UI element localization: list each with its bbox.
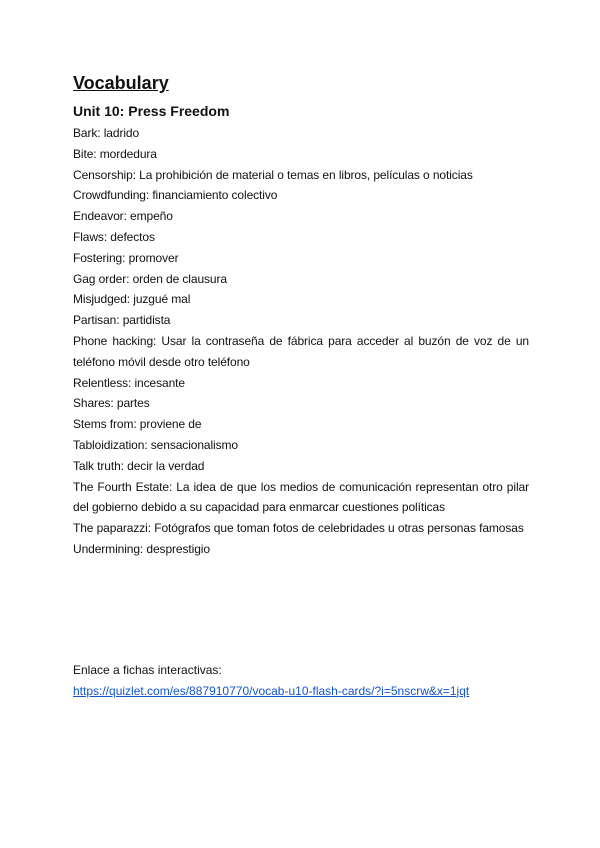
vocab-entry: Gag order: orden de clausura	[73, 271, 227, 286]
vocab-entry: Phone hacking: Usar la contraseña de fábrica para acceder al buzón de voz de un teléfono móvil desde otro teléfono	[73, 333, 529, 369]
vocab-entry: Partisan: partidista	[73, 313, 171, 328]
vocab-entry: Endeavor: empeño	[73, 209, 173, 224]
vocab-entry: Bite: mordedura	[73, 146, 157, 161]
vocabulary-list	[73, 123, 529, 560]
document-page	[73, 70, 529, 701]
page-title: Vocabulary	[73, 73, 169, 93]
vocab-entry: Crowdfunding: financiamiento colectivo	[73, 188, 278, 203]
vocab-entry: Shares: partes	[73, 396, 150, 411]
flashcards-link[interactable]: https://quizlet.com/es/887910770/vocab-u10-flash-cards/?i=5nscrw&x=1jqt	[73, 683, 470, 698]
vocab-entry: The Fourth Estate: La idea de que los medios de comunicación representan otro pilar del gobierno debido a su capacidad para enmarcar cuestiones políticas	[73, 479, 529, 515]
vocab-entry: Misjudged: juzgué mal	[73, 292, 191, 307]
vocab-entry: Fostering: promover	[73, 250, 179, 265]
vocab-entry: Relentless: incesante	[73, 375, 185, 390]
vocab-entry: Flaws: defectos	[73, 229, 155, 244]
blank-space	[73, 560, 529, 660]
vocab-entry: Bark: ladrido	[73, 126, 140, 140]
unit-heading: Unit 10: Press Freedom	[73, 103, 230, 119]
vocab-entry: The paparazzi: Fotógrafos que toman fotos de celebridades u otras personas famosas	[73, 521, 524, 536]
vocab-entry: Undermining: desprestigio	[73, 541, 210, 556]
vocab-entry: Tabloidization: sensacionalismo	[73, 437, 238, 452]
vocab-entry: Talk truth: decir la verdad	[73, 458, 205, 473]
vocab-entry: Censorship: La prohibición de material o temas en libros, películas o noticias	[73, 167, 473, 182]
link-label: Enlace a fichas interactivas:	[73, 662, 222, 677]
vocab-entry: Stems from: proviene de	[73, 417, 202, 432]
